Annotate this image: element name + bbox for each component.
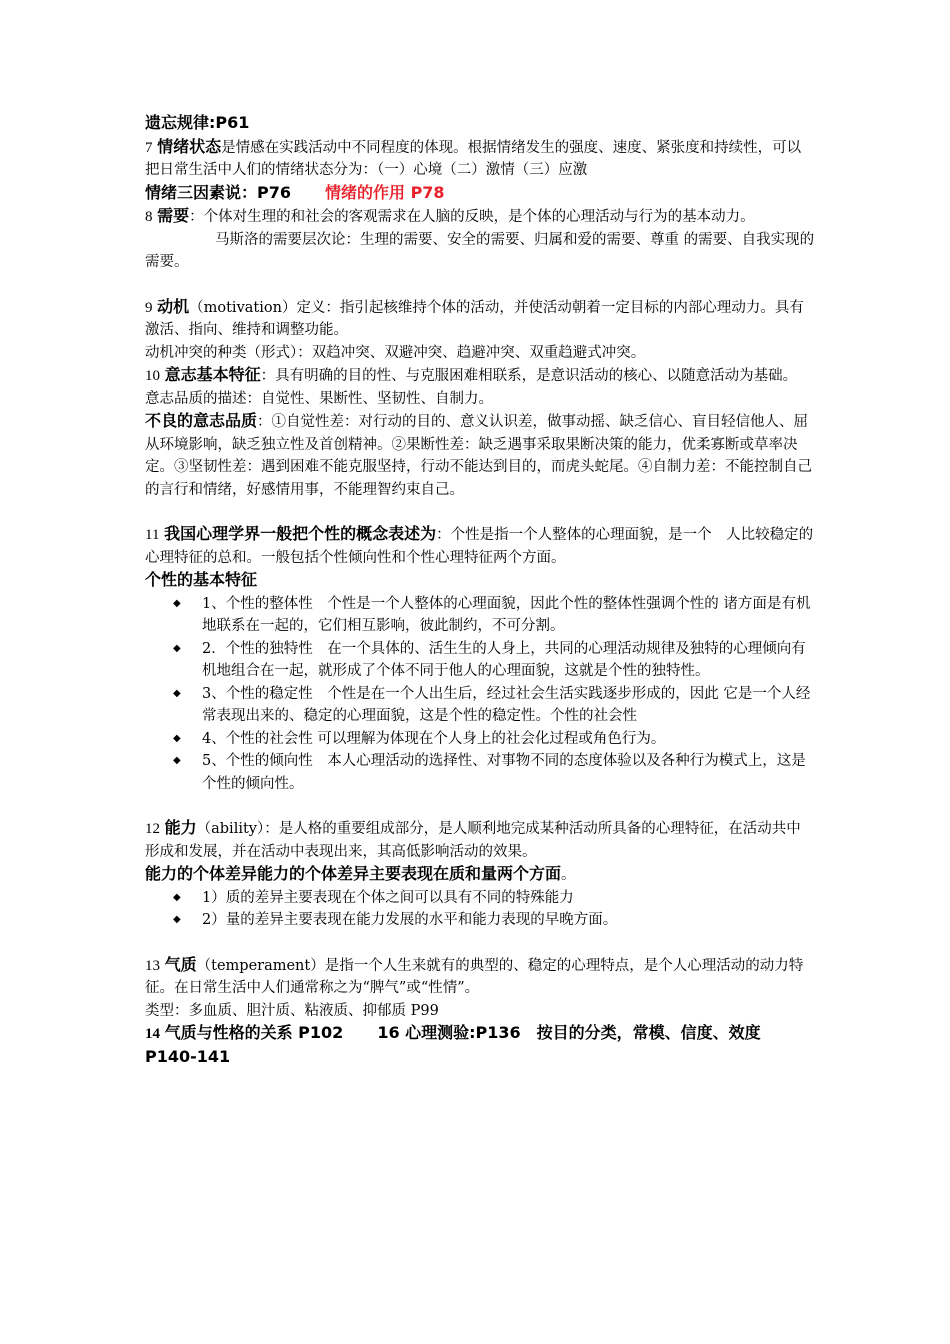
- list-item: ◆ 2）量的差异主要表现在能力发展的水平和能力表现的早晚方面。: [145, 909, 815, 932]
- forgetting-law: [145, 112, 815, 136]
- list-item: ◆ 2．个性的独特性 在一个具体的、活生生的人身上，共同的心理活动规律及独特的心理倾向有机地组合在一起，就形成了个体不同于他人的心理面貌，这就是个性的独特性。: [145, 638, 815, 683]
- personality-text: ：个性是指一个人整体的心理面貌，是一个 人比较稳定的心理特征的总和。一般包括个性倾向性和个性心理特征两个方面。: [145, 527, 814, 566]
- motivation-conflict: 动机冲突的种类（形式）：双趋冲突、双避冲突、趋避冲突、双重趋避式冲突。: [145, 344, 646, 361]
- emotion-state-paragraph: [145, 136, 815, 182]
- document-page: [145, 112, 815, 1069]
- will-text: ：具有明确的目的性、与克服困难相联系，是意识活动的核心、以随意活动为基础。: [260, 368, 798, 384]
- temperament-character-paragraph: [145, 1022, 815, 1069]
- temperament-paragraph: [145, 954, 815, 1000]
- section-number: 8: [145, 209, 153, 225]
- temperament-types: 类型：多血质、胆汁质、粘液质、抑郁质 P99: [145, 1002, 439, 1019]
- list-item: ◆ 4、个性的社会性 可以理解为体现在个人身上的社会化过程或角色行为。: [145, 728, 815, 751]
- will-paragraph: [145, 364, 815, 388]
- section-number: 10: [145, 368, 160, 384]
- diamond-bullet-icon: ◆: [173, 755, 181, 766]
- section-number: 11: [145, 527, 160, 543]
- bad-will-title: 不良的意志品质: [145, 411, 258, 430]
- section-number: 9: [145, 299, 153, 316]
- personality-paragraph: [145, 523, 815, 569]
- diamond-bullet-icon: ◆: [173, 687, 181, 699]
- needs-title: 需要: [157, 206, 190, 225]
- ability-difference-list: [145, 887, 815, 932]
- motivation-text: （motivation）定义：指引起核维持个体的活动，并使活动朝着一定目标的内部心理动力。具有激活、指向、维持和调整功能。: [145, 299, 804, 338]
- emotion-three-factors-title: 情绪三因素说：P76: [145, 182, 291, 202]
- forgetting-law-title: 遗忘规律:P61: [145, 113, 250, 132]
- list-item: ◆ 5、个性的倾向性 本人心理活动的选择性、对事物不同的态度体验以及各种行为模式上，这是个性的倾向性。: [145, 750, 815, 795]
- personality-features-heading: [145, 569, 815, 593]
- ability-text: （ability）：是人格的重要组成部分，是人顺利地完成某种活动所具备的心理特征，在活动共中形成和发展，并在活动中表现出来，其高低影响活动的效果。: [145, 821, 801, 860]
- list-item: ◆ 1）质的差异主要表现在个体之间可以具有不同的特殊能力: [145, 887, 815, 910]
- temperament-character-title: 气质与性格的关系 P102: [164, 1023, 344, 1042]
- list-item: ◆ 1、个性的整体性 个性是一个人整体的心理面貌，因此个性的整体性强调个性的 诸方面是有机地联系在一起的，它们相互影响，彼此制约，不可分割。: [145, 593, 815, 638]
- section-number: 7: [145, 139, 153, 156]
- diamond-bullet-icon: ◆: [173, 914, 181, 925]
- motivation-title: 动机: [157, 296, 190, 316]
- emotion-function-title: 情绪的作用 P78: [325, 182, 445, 202]
- emotion-state-text: 是情感在实践活动中不同程度的体现。根据情绪发生的强度、速度、紧张度和持续性，可以把日常生活中人们的情绪状态分为：（一）心境（二）激情（三）应激: [145, 139, 802, 178]
- diamond-bullet-icon: ◆: [173, 732, 181, 744]
- maslow-text: 马斯洛的需要层次论：生理的需要、安全的需要、归属和爱的需要、尊重 的需要、自我实现的需要。: [145, 231, 815, 270]
- diamond-bullet-icon: ◆: [173, 891, 181, 903]
- ability-difference-heading: 能力的个体差异能力的个体差异主要表现在质和量两个方面。: [145, 864, 576, 883]
- list-item: ◆ 3、个性的稳定性 个性是在一个人出生后，经过社会生活实践逐步形成的，因此 它是一个人经常表现出来的、稳定的心理面貌，这是个性的稳定性。个性的社会性: [145, 683, 815, 728]
- ability-paragraph: [145, 817, 815, 863]
- needs-paragraph: [145, 205, 815, 274]
- bad-will-paragraph: [145, 410, 815, 501]
- motivation-paragraph: [145, 296, 815, 342]
- will-title: 意志基本特征: [164, 365, 261, 384]
- emotion-state-title: 情绪状态: [157, 136, 222, 156]
- personality-features-title: 个性的基本特征: [145, 570, 258, 589]
- temperament-title: 气质: [164, 954, 197, 974]
- will-quality: 意志品质的描述：自觉性、果断性、坚韧性、自制力。: [145, 390, 493, 407]
- emotion-three-factors: [145, 182, 815, 206]
- psych-test-title: 16 心理测验:P136 按目的分类，常模、信度、效度 P140-141: [145, 1023, 761, 1066]
- bad-will-text: ：①自觉性差：对行动的目的、意义认识差，做事动摇、缺乏信心、盲目轻信他人、屈从环境影响，缺乏独立性及首创精神。②果断性差：缺乏遇事采取果断决策的能力，优柔寡断或草率决定。③坚韧性差：遇到困难不能克服坚持，行动不能达到目的，而虎头蛇尾。④自制力差：不能控制自己的言行和情绪，好感情用事，不能理智约束自己。: [145, 414, 812, 498]
- personality-features-list: [145, 593, 815, 796]
- personality-title: 我国心理学界一般把个性的概念表述为: [164, 524, 437, 543]
- section-number: 13: [145, 957, 160, 974]
- temperament-text: （temperament）是指一个人生来就有的典型的、稳定的心理特点，是个人心理活动的动力特征。在日常生活中人们通常称之为“脾气”或“性情”。: [145, 957, 804, 996]
- diamond-bullet-icon: ◆: [173, 597, 181, 609]
- ability-title: 能力: [164, 818, 197, 837]
- ability-difference-title: 能力的个体差异能力的个体差异主要表现在质和量两个方面: [145, 864, 562, 883]
- section-number: 12: [145, 821, 160, 837]
- section-number: 14: [145, 1026, 160, 1042]
- diamond-bullet-icon: ◆: [173, 642, 181, 654]
- needs-text: ：个体对生理的和社会的客观需求在人脑的反映，是个体的心理活动与行为的基本动力。: [189, 209, 755, 225]
